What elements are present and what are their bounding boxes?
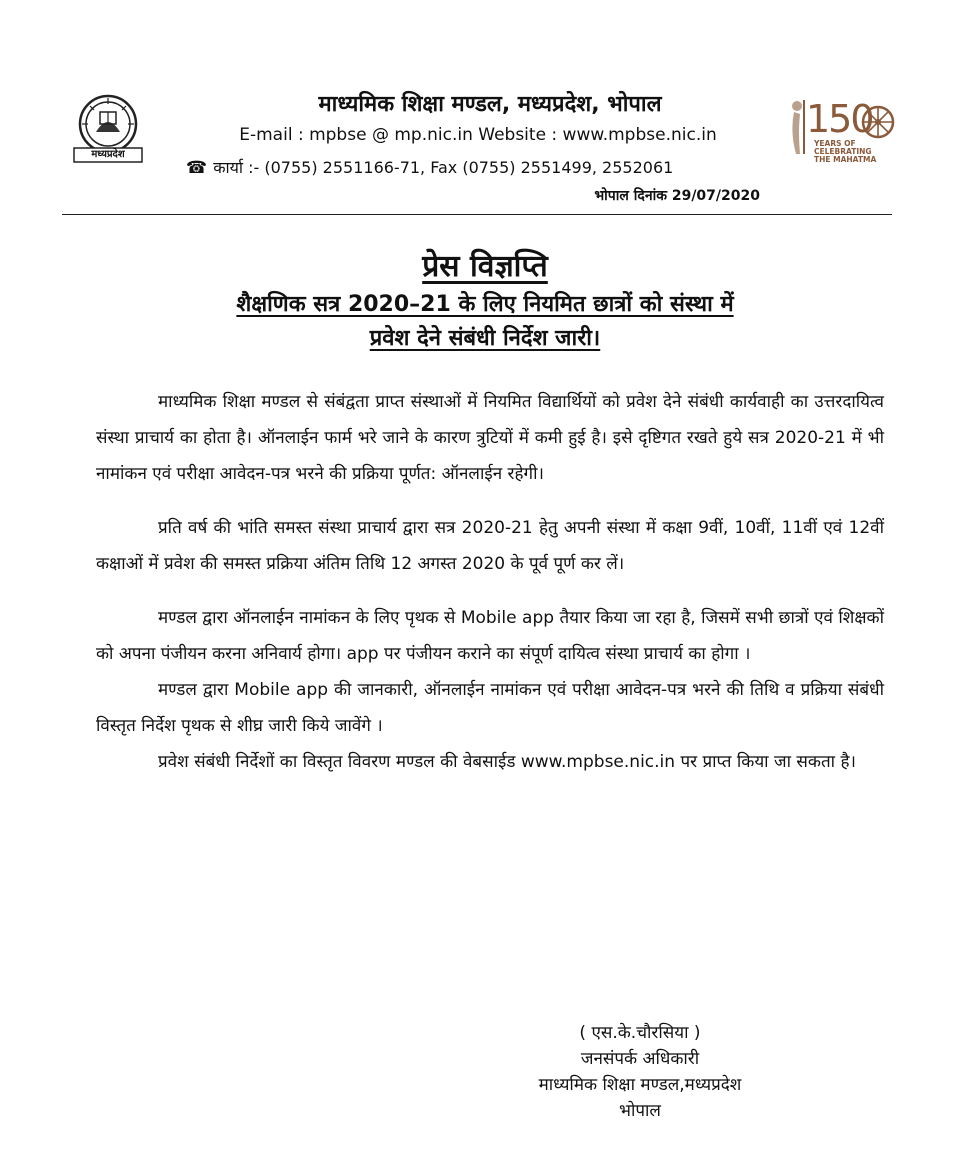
press-release-subject [120,288,850,356]
paragraph-1: माध्यमिक शिक्षा मण्डल से संबंद्वता प्राप्त संस्थाओं में नियमित विद्यार्थियों को प्रवेश देने संबंधी कार्यवाही का उत्तरदायित्व संस्था प्राचार्य का होता है। ऑनलाईन फार्म भरे जाने के कारण त्रुटियों में कमी हुई है। इसे दृष्टिगत रखते हुये सत्र 2020-21 में भी नामांकन एवं परीक्षा आवेदन-पत्र भरने की प्रक्रिया पूर्णत: ऑनलाईन रहेगी। [96,392,884,484]
signature-block [500,1020,780,1124]
paragraph-5: प्रवेश संबंधी निर्देशों का विस्तृत विवरण मण्डल की वेबसाईड www.mpbse.nic.in पर प्राप्त किया जा सकता है। [158,752,856,772]
gandhi-150-years-logo [786,92,906,172]
signatory-city: भोपाल [619,1101,661,1121]
phone-fax-text: कार्या :- (0755) 2551166-71, Fax (0755) 2551499, 2552061 [213,158,674,177]
subject-line-2: प्रवेश देने संबंधी निर्देश जारी। [369,326,601,351]
signatory-name: ( एस.के.चौरसिया ) [579,1023,701,1043]
paragraph-3: मण्डल द्वारा ऑनलाईन नामांकन के लिए पृथक से Mobile app तैयार किया जा रहा है, जिसमें सभी छात्रों एवं शिक्षकों को अपना पंजीयन करना अनिवार्य होगा। app पर पंजीयन कराने का संपूर्ण दायित्व संस्था प्राचार्य का होगा । [96,608,884,664]
signatory-office: माध्यमिक शिक्षा मण्डल,मध्यप्रदेश [538,1075,742,1095]
caption-line-2: CELEBRATING [814,147,872,156]
gandhi-150-caption [814,140,876,164]
caption-line-3: THE MAHATMA [814,155,877,164]
press-release-body [96,384,884,780]
caption-line-1: YEARS OF [814,139,856,148]
subject-line-1: शैक्षणिक सत्र 2020–21 के लिए नियमित छात्रों को संस्था में [236,292,734,317]
paragraph-2: प्रति वर्ष की भांति समस्त संस्था प्राचार्य द्वारा सत्र 2020-21 हेतु अपनी संस्था में कक्षा 9वीं, 10वीं, 11वीं एवं 12वीं कक्षाओं में प्रवेश की समस्त प्रक्रिया अंतिम तिथि 12 अगस्त 2020 के पूर्व पूर्ण कर लें। [96,518,884,574]
issue-date: भोपाल दिनांक 29/07/2020 [594,188,760,204]
phone-fax-line [186,156,786,178]
board-emblem-logo-label: मध्यप्रदेश [91,149,125,160]
press-release-heading [0,244,970,285]
press-release-heading-text: प्रेस विज्ञप्ति [422,249,548,284]
paragraph-4: मण्डल द्वारा Mobile app की जानकारी, ऑनलाईन नामांकन एवं परीक्षा आवेदन-पत्र भरने की तिथि व प्रक्रिया संबंधी विस्तृत निर्देश पृथक से शीघ्र जारी किये जावेंगे । [96,680,884,736]
header-divider [62,214,892,215]
telephone-icon: ☎ [186,158,208,178]
signatory-designation: जनसंपर्क अधिकारी [580,1049,700,1069]
board-emblem-logo [70,88,152,170]
contact-line: E-mail : mpbse @ mp.nic.in Website : www.mpbse.nic.in [239,125,717,145]
org-name: माध्यमिक शिक्षा मण्डल, मध्यप्रदेश, भोपाल [318,92,662,117]
gandhi-150-number: 150 [806,97,873,141]
